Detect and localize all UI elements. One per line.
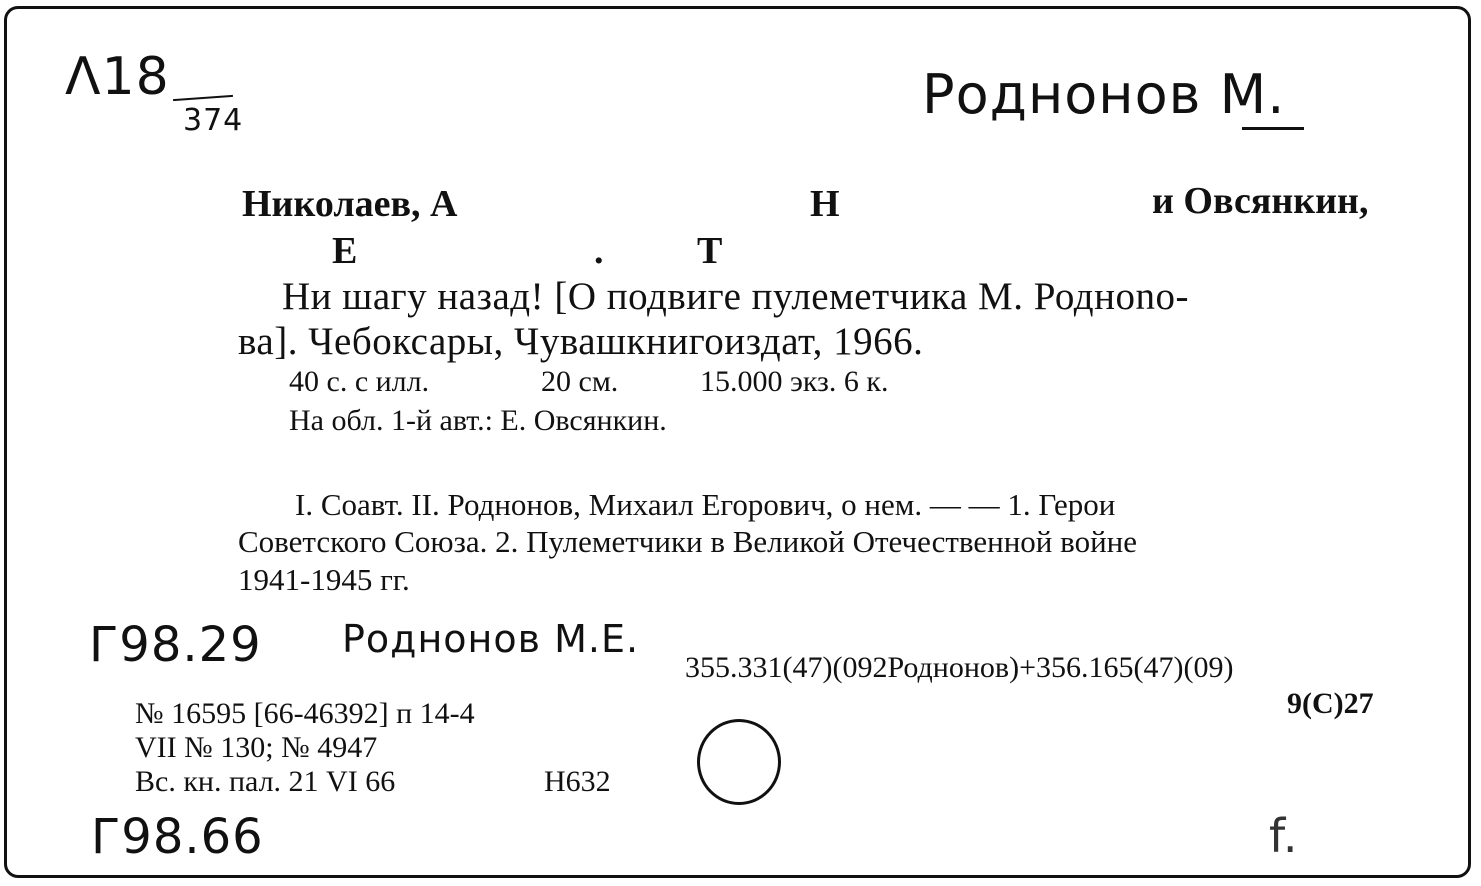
book-size: 20 см. [541, 365, 619, 398]
shelf-mark-fraction-line [173, 95, 233, 101]
handwritten-classification-1: Г98.29 [89, 617, 262, 673]
handwritten-classification-1-name: Роднонов М.Е. [342, 617, 640, 661]
bbk-index: 9(С)27 [1287, 687, 1374, 720]
cover-note: На обл. 1-й авт.: Е. Овсянкин. [289, 404, 667, 437]
author-heading: Николаев, А [242, 183, 458, 225]
handwritten-classification-2: Г98.66 [91, 809, 264, 865]
author-heading-initial: Н [810, 183, 840, 225]
tracing-line-2: Советского Союза. 2. Пулеметчики в Великой Отечественной войне [238, 524, 1138, 559]
pagination: 40 с. с илл. [289, 365, 430, 398]
catalog-card [4, 6, 1471, 878]
heading-initial-1: Е [332, 230, 358, 272]
registration-code: Н632 [544, 765, 611, 798]
udc-index: 355.331(47)(092Роднонов)+356.165(47)(09) [685, 651, 1234, 684]
tracing-line-3: 1941-1945 гг. [238, 562, 410, 597]
registration-line-1: № 16595 [66-46392] п 14-4 [135, 697, 475, 730]
registration-line-3: Вс. кн. пал. 21 VI 66 [135, 765, 396, 798]
print-run-price: 15.000 экз. 6 к. [700, 365, 889, 398]
registration-line-2: VII № 130; № 4947 [135, 731, 378, 764]
name-note-underline [1242, 127, 1304, 130]
title-line-1: Ни шагу назад! [О подвиге пулеметчика М. Роднono- [282, 275, 1190, 318]
handwritten-shelf-mark-sub: 374 [183, 103, 244, 138]
handwritten-corner-mark: f. [1269, 809, 1299, 863]
punch-hole [697, 719, 781, 805]
handwritten-shelf-mark: Λ18 [65, 47, 170, 107]
handwritten-name-note: Роднонов М. [922, 63, 1286, 126]
tracing-line-1: I. Соавт. II. Роднонов, Михаил Егорович, о нем. — — 1. Герои [295, 487, 1116, 522]
heading-dot: . [594, 230, 604, 272]
title-line-2: ва]. Чебоксары, Чувашкнигоиздат, 1966. [238, 320, 924, 363]
heading-initial-2: Т [697, 230, 723, 272]
coauthor-heading: и Овсянкин, [1152, 180, 1369, 222]
